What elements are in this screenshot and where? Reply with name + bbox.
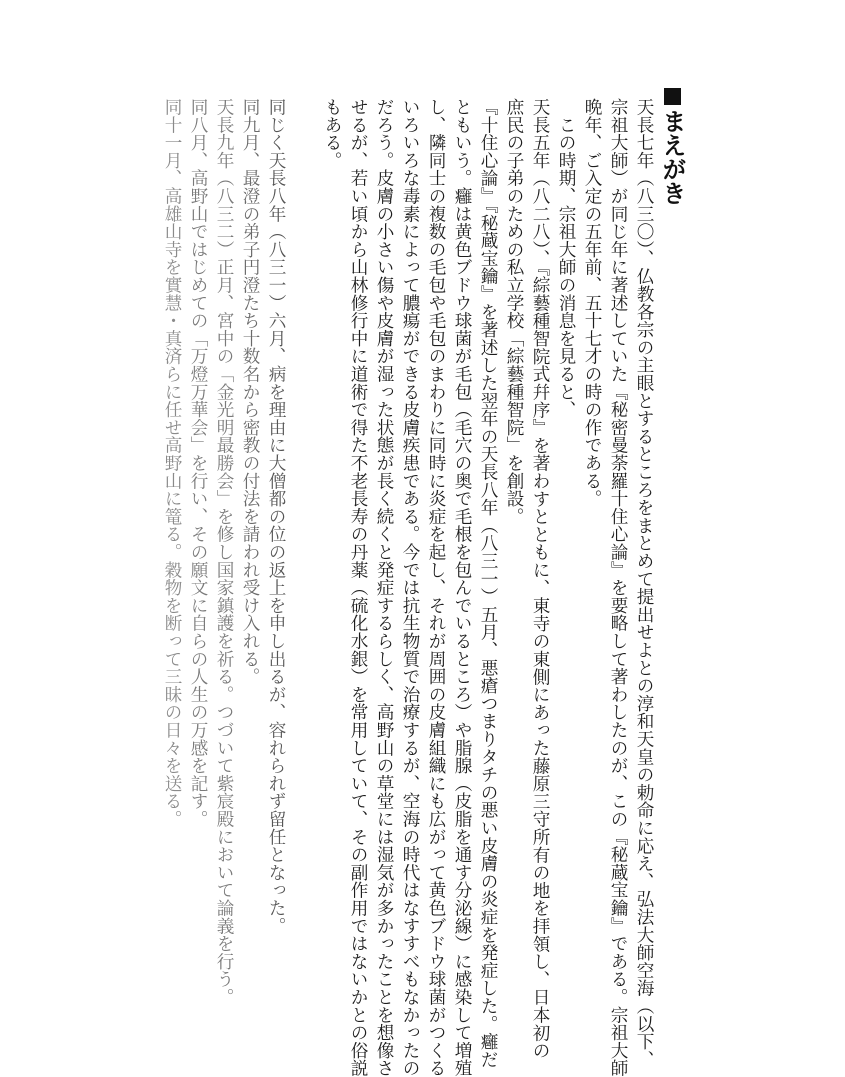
text-line: せるが、若い頃から山林修行中に道術で得た不老長寿の丹薬（硫化水銀）を常用していて、その副作用ではないかとの俗説 — [348, 98, 368, 1077]
text-line: 晩年、ご入定の五年前、五十七才の時の作である。 — [582, 98, 602, 508]
text-line: この時期、宗祖大師の消息を見ると、 — [556, 98, 576, 419]
text-line: いろいろな毒素によって膿瘍ができる皮膚疾患である。今では抗生物質で治療するが、空海の時代はなすすべもなかったの — [400, 98, 420, 1077]
text-line: ともいう。癰は黄色ブドウ球菌が毛包（毛穴の奥で毛根を包んでいるところ）や脂腺（皮脂を通す分泌線）に感染して増殖 — [452, 98, 472, 1077]
text-line: 同九月、最澄の弟子円澄たち十数名から密教の付法を請われ受け入れる。 — [240, 98, 260, 686]
text-line: し、隣同士の複数の毛包や毛包のまわりに同時に炎症を起し、それが周囲の皮膚組織にも広がって黄色ブドウ球菌がつくる — [426, 98, 446, 1077]
text-line: 庶民の子弟のための私立学校「綜藝種智院」を創設。 — [504, 98, 524, 526]
text-line: 同じく天長八年（八三一）六月、病を理由に大僧都の位の返上を申し出るが、容れられず留任となった。 — [266, 98, 286, 935]
text-line: 同八月、高野山ではじめての「万燈万華会」を行い、その願文に自らの人生の万感を記す。 — [188, 98, 208, 828]
text-line: 天長九年（八三二）正月、宮中の「金光明最勝会」を修し国家鎮護を祈る。つづいて紫宸殿において論義を行う。 — [214, 98, 234, 1006]
text-line: 『十住心論』『秘蔵宝鑰』を著述した翌年の天長八年（八三一）五月、悪瘡つまりタチの悪い皮膚の炎症を発症した。癰だ — [478, 98, 498, 1069]
page-title-text: まえがき — [658, 109, 686, 205]
square-bullet-icon — [664, 88, 681, 105]
text-line: もある。 — [322, 98, 342, 170]
page-title — [657, 88, 687, 205]
text-line: 天長七年（八三〇）、仏教各宗の主眼とするところをまとめて提出せよとの淳和天皇の勅命に応え、弘法大師空海（以下、 — [634, 98, 654, 1069]
text-line: 同十一月、高雄山寺を實慧・真済らに任せ高野山に篭る。穀物を断って三昧の日々を送る。 — [162, 98, 182, 828]
text-line: 宗祖大師）が同じ年に著述していた『秘密曼荼羅十住心論』を要略して著わしたのが、この『秘蔵宝鑰』である。宗祖大師 — [608, 98, 628, 1077]
text-line: 天長五年（八二八）、『綜藝種智院式幷序』を著わすとともに、東寺の東側にあった藤原三守所有の地を拝領し、日本初の — [530, 98, 550, 1060]
text-line: だろう。皮膚の小さい傷や皮膚が湿った状態が長く続くと発症するらしく、高野山の草堂には湿気が多かったことを想像さ — [374, 98, 394, 1077]
